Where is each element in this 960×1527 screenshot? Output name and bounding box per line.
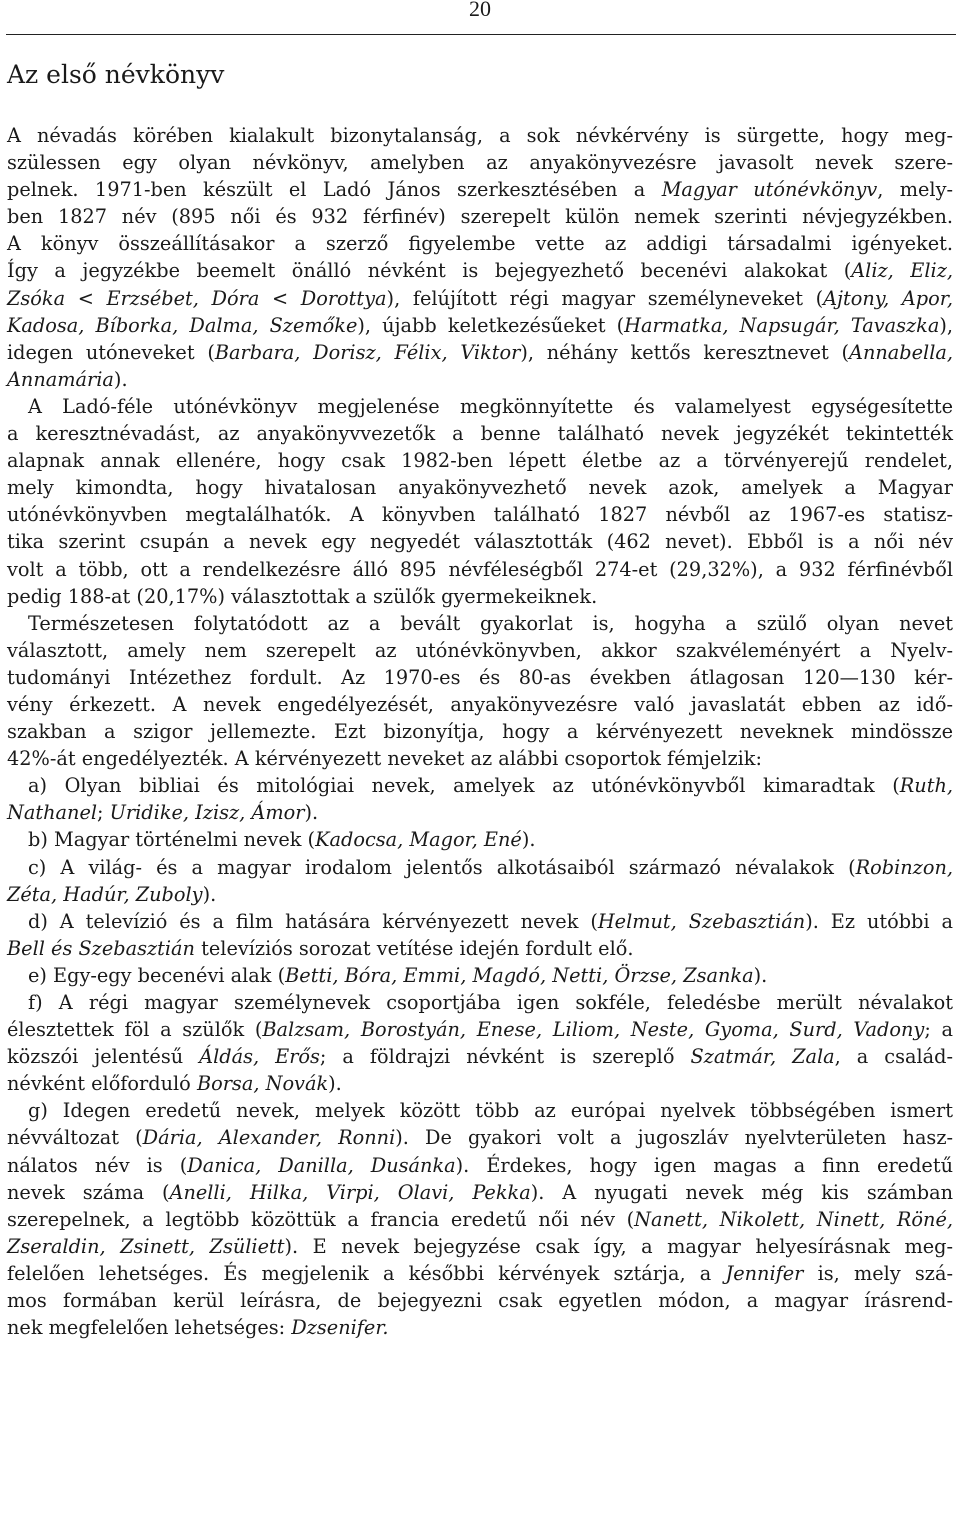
text-line: [7, 149, 953, 176]
text-run: A Ladó-féle utónévkönyv megjelenése megkönnyítette és valamelyest egységesítette: [28, 394, 953, 418]
text-run: nek megfelelően lehetséges:: [7, 1316, 292, 1340]
italic-name-run: Áldás, Erős: [199, 1045, 320, 1069]
text-line: [7, 203, 953, 230]
italic-name-run: Betti, Bóra, Emmi, Magdó, Netti, Örzse, Zsanka: [285, 963, 754, 987]
text-run: ). Ez utóbbi a: [805, 909, 953, 933]
text-run: élesztettek föl a szülők (: [7, 1018, 263, 1042]
text-line: [7, 1016, 953, 1043]
text-run: névként előforduló: [7, 1072, 197, 1096]
text-line: [7, 826, 953, 853]
text-run: a) Olyan bibliai és mitológiai nevek, amelyek az utónévkönyvből kimaradtak (: [28, 774, 900, 798]
text-line: [7, 610, 953, 637]
text-line: [7, 1152, 953, 1179]
text-run: b) Magyar történelmi nevek (: [28, 828, 316, 852]
text-run: e) Egy-egy becenévi alak (: [28, 963, 286, 987]
text-run: ),: [939, 313, 953, 337]
italic-name-run: Danica, Danilla, Dusánka: [187, 1153, 456, 1177]
text-run: tika szerint csupán a nevek egy negyedét választották (462 nevet). Ebből is a női név: [7, 530, 953, 554]
text-run: c) A világ- és a magyar irodalom jelentős alkotásaiból származó névalakok (: [28, 855, 856, 879]
text-run: szülessen egy olyan névkönyv, amelyben az anyakönyvezésre javasolt nevek szere-: [7, 151, 953, 175]
text-run: ).: [304, 801, 319, 825]
italic-name-run: Zéta, Hadúr, Zuboly: [7, 882, 203, 906]
text-run: ). Érdekes, hogy igen magas a finn eredetű: [455, 1153, 953, 1177]
italic-name-run: Balzsam, Borostyán, Enese, Liliom, Neste, Gyoma, Surd, Vadony: [262, 1018, 925, 1042]
text-line: [7, 854, 953, 881]
text-line: [7, 745, 953, 772]
italic-name-run: Nathanel: [7, 801, 98, 825]
text-run: tudományi Intézethez fordult. Az 1970-es és 80-as években átlagosan 120—130 kér-: [7, 665, 953, 689]
text-run: 42%-át engedélyezték. A kérvényezett neveket az alábbi csoportok fémjelzik:: [7, 747, 762, 771]
italic-name-run: Kadosa, Bíborka, Dalma, Szemőke: [7, 313, 358, 337]
text-line: [7, 393, 953, 420]
text-line: [7, 1233, 953, 1260]
text-line: [7, 908, 953, 935]
italic-name-run: Anelli, Hilka, Virpi, Olavi, Pekka: [169, 1180, 531, 1204]
text-run: g) Idegen eredetű nevek, melyek között több az európai nyelvek többségében ismert: [28, 1099, 953, 1123]
italic-name-run: Szatmár, Zala: [690, 1045, 835, 1069]
italic-name-run: Aliz, Eliz,: [851, 259, 953, 283]
text-line: [7, 935, 953, 962]
text-line: [7, 1043, 953, 1070]
italic-name-run: Zseraldin, Zsinett, Zsüliett: [7, 1234, 285, 1258]
text-run: televíziós sorozat vetítése idején fordult elő.: [194, 936, 634, 960]
text-run: Így a jegyzékbe beemelt önálló névként is bejegyezhető becenévi alakokat (: [7, 259, 852, 283]
text-line: [7, 1179, 953, 1206]
text-run: választott, amely nem szerepelt az utónévkönyvben, akkor szakvéleményért a Nyelv-: [7, 638, 953, 662]
text-line: [7, 312, 953, 339]
text-run: A könyv összeállításakor a szerző figyelembe vette az addigi társadalmi igényeket.: [7, 232, 953, 256]
text-line: [7, 1314, 953, 1341]
italic-name-run: Harmatka, Napsugár, Tavaszka: [624, 313, 940, 337]
text-run: névváltozat (: [7, 1126, 143, 1150]
text-line: [7, 1124, 953, 1151]
text-run: ), újabb keletkezésűeket (: [357, 313, 625, 337]
text-line: [7, 637, 953, 664]
italic-name-run: Zsóka < Erzsébet, Dóra < Dorottya: [7, 286, 387, 310]
text-line: [7, 1287, 953, 1314]
text-line: [7, 556, 953, 583]
chapter-title: Az első névkönyv: [7, 60, 225, 89]
italic-name-run: Nanett, Nikolett, Ninett, Röné,: [634, 1207, 953, 1231]
italic-name-run: Annamária: [7, 367, 114, 391]
text-run: mely kimondta, hogy hivatalosan anyakönyvezhető nevek azok, amelyek a Magyar: [7, 476, 953, 500]
text-run: ).: [521, 828, 536, 852]
text-run: ;: [97, 801, 110, 825]
page-number: 20: [469, 0, 491, 21]
text-line: [7, 1070, 953, 1097]
text-line: [7, 664, 953, 691]
text-run: utónévkönyvben megtalálhatók. A könyvben található 1827 névből az 1967-es statisz-: [7, 503, 953, 527]
italic-name-run: Dzsenifer.: [291, 1316, 389, 1340]
text-run: ; a: [924, 1018, 953, 1042]
text-run: ). E nevek bejegyzése csak így, a magyar helyesírásnak meg-: [284, 1234, 953, 1258]
text-run: is, mely szá-: [803, 1261, 953, 1285]
text-run: közszói jelentésű: [7, 1045, 200, 1069]
text-line: [7, 962, 953, 989]
text-line: [7, 691, 953, 718]
text-run: alapnak annak ellenére, hogy csak 1982-ben lépett életbe az a törvényerejű rendelet,: [7, 449, 953, 473]
text-line: [7, 447, 953, 474]
text-run: ), néhány kettős keresztnevet (: [520, 340, 850, 364]
italic-name-run: Uridike, Izisz, Ámor: [109, 801, 305, 825]
text-line: [7, 989, 953, 1016]
italic-name-run: Ajtony, Apor,: [823, 286, 953, 310]
text-line: [7, 1260, 953, 1287]
text-run: pelnek. 1971-ben készült el Ladó János szerkesztésében a: [7, 178, 662, 202]
text-line: [7, 881, 953, 908]
text-run: ), felújított régi magyar személyneveket (: [386, 286, 824, 310]
italic-name-run: Jennifer: [725, 1261, 804, 1285]
text-run: vény érkezett. A nevek engedélyezését, anyakönyvezésre való javaslatát ebben az idő-: [7, 692, 953, 716]
text-run: , a család-: [834, 1045, 953, 1069]
text-line: [7, 1097, 953, 1124]
text-line: [7, 122, 953, 149]
text-run: ).: [328, 1072, 342, 1096]
italic-name-run: Annabella,: [849, 340, 953, 364]
text-run: nálatos név is (: [7, 1153, 188, 1177]
italic-name-run: Borsa, Novák: [196, 1072, 329, 1096]
text-run: ).: [113, 367, 128, 391]
italic-name-run: Helmut, Szebasztián: [597, 909, 806, 933]
text-run: szakban a szigor jellemezte. Ezt bizonyítja, hogy a kérvényezett neveknek mindössze: [7, 720, 953, 744]
text-run: volt a több, ott a rendelkezésre álló 895 névféleségből 274-et (29,32%), a 932 férfinévből: [7, 557, 953, 581]
text-line: [7, 583, 953, 610]
text-line: [7, 474, 953, 501]
text-run: ). A nyugati nevek még kis számban: [530, 1180, 953, 1204]
header-rule: [6, 34, 956, 35]
text-run: szerepelnek, a legtöbb közöttük a francia eredetű női név (: [7, 1207, 635, 1231]
body-text: [7, 122, 953, 1341]
text-line: [7, 799, 953, 826]
text-run: A névadás körében kialakult bizonytalanság, a sok névkérvény is sürgette, hogy meg-: [7, 124, 953, 147]
italic-name-run: Bell és Szebasztián: [7, 936, 195, 960]
text-line: [7, 1206, 953, 1233]
text-run: a keresztnévadást, az anyakönyvvezetők a benne található nevek jegyzékét tekintették: [7, 422, 953, 446]
text-line: [7, 420, 953, 447]
text-run: ).: [202, 882, 217, 906]
italic-name-run: Dária, Alexander, Ronni: [142, 1126, 396, 1150]
italic-name-run: Ruth,: [899, 774, 953, 798]
text-line: [7, 257, 953, 284]
text-run: ).: [753, 963, 768, 987]
text-line: [7, 772, 953, 799]
italic-name-run: Kadocsa, Magor, Ené: [315, 828, 522, 852]
text-run: ; a földrajzi névként is szereplő: [319, 1045, 691, 1069]
italic-name-run: Robinzon,: [855, 855, 953, 879]
italic-name-run: Barbara, Dorisz, Félix, Viktor: [214, 340, 521, 364]
text-run: mos formában kerül leírásra, de bejegyezni csak egyetlen módon, a magyar írásrend-: [7, 1289, 953, 1313]
text-run: , mely-: [877, 178, 953, 202]
text-line: [7, 366, 953, 393]
text-line: [7, 339, 953, 366]
text-run: nevek száma (: [7, 1180, 170, 1204]
text-run: pedig 188-at (20,17%) választottak a szülők gyermekeiknek.: [7, 584, 598, 608]
text-run: f) A régi magyar személynevek csoportjába igen sokféle, feledésbe merült névalakot: [28, 991, 953, 1014]
text-run: ). De gyakori volt a jugoszláv nyelvterületen hasz-: [395, 1126, 954, 1150]
text-run: idegen utóneveket (: [7, 340, 215, 364]
text-line: [7, 501, 953, 528]
text-line: [7, 528, 953, 555]
text-line: [7, 718, 953, 745]
text-line: [7, 230, 953, 257]
text-run: felelően lehetséges. És megjelenik a későbbi kérvények sztárja, a: [7, 1261, 726, 1285]
text-run: d) A televízió és a film hatására kérvényezett nevek (: [28, 909, 598, 933]
text-line: [7, 285, 953, 312]
text-line: [7, 176, 953, 203]
italic-name-run: Magyar utónévkönyv: [661, 178, 878, 202]
text-run: ben 1827 név (895 női és 932 férfinév) szerepelt külön nemek szerinti névjegyzékben.: [7, 205, 953, 229]
text-run: Természetesen folytatódott az a bevált gyakorlat is, hogyha a szülő olyan nevet: [28, 611, 953, 635]
